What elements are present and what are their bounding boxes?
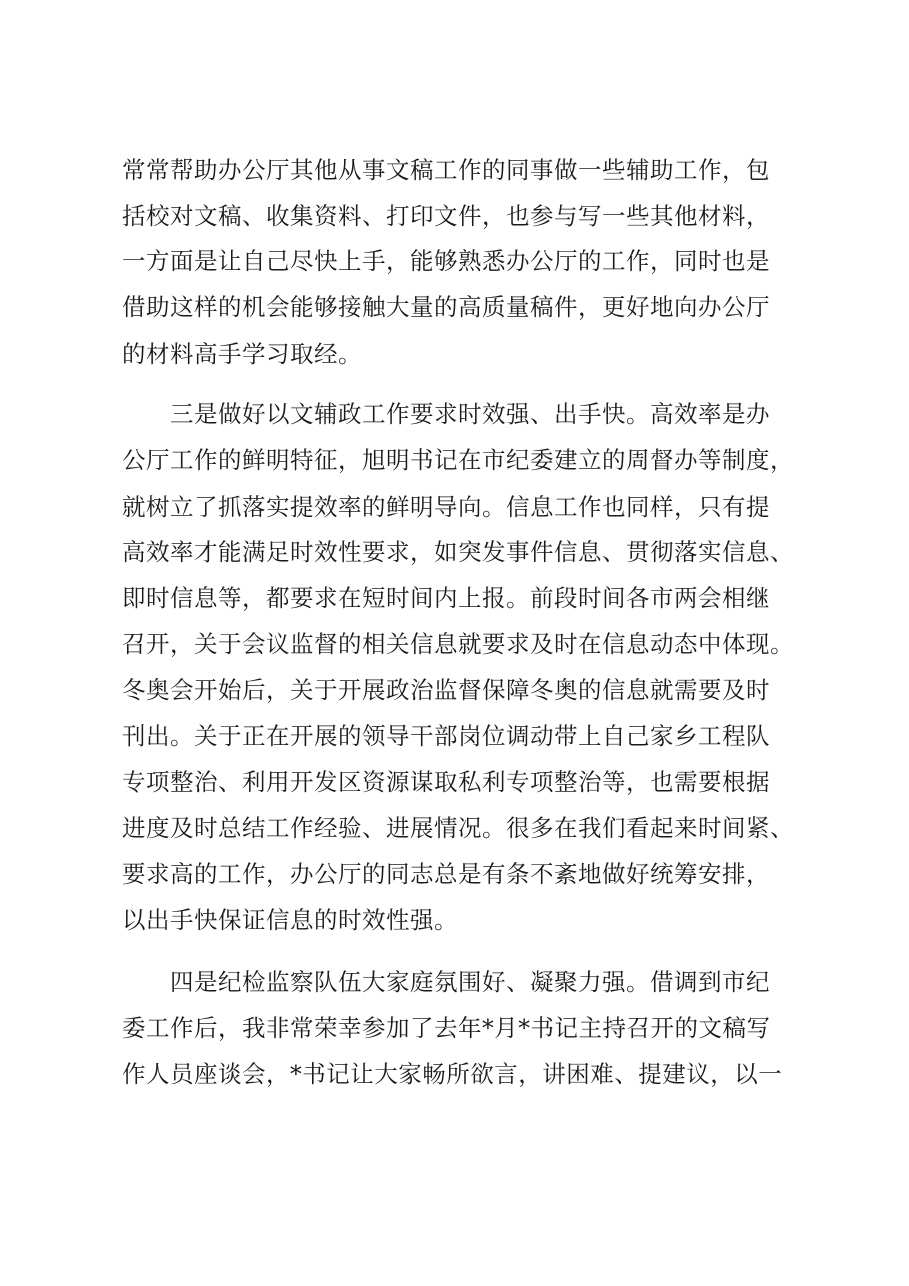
text-line: 要求高的工作，办公厅的同志总是有条不紊地做好统筹安排， bbox=[122, 860, 770, 888]
text-line: 借助这样的机会能够接触大量的高质量稿件，更好地向办公厅 bbox=[122, 293, 770, 321]
text-line: 专项整治、利用开发区资源谋取私利专项整治等，也需要根据 bbox=[122, 768, 770, 796]
text-line: 高效率才能满足时效性要求，如突发事件信息、贯彻落实信息、 bbox=[122, 538, 794, 566]
text-line: 四是纪检监察队伍大家庭氛围好、凝聚力强。借调到市纪 bbox=[170, 968, 770, 996]
text-line: 召开，关于会议监督的相关信息就要求及时在信息动态中体现。 bbox=[122, 630, 794, 658]
text-line: 以出手快保证信息的时效性强。 bbox=[122, 906, 458, 934]
text-line: 冬奥会开始后，关于开展政治监督保障冬奥的信息就需要及时 bbox=[122, 676, 770, 704]
text-line: 三是做好以文辅政工作要求时效强、出手快。高效率是办 bbox=[170, 400, 770, 428]
text-line: 的材料高手学习取经。 bbox=[122, 340, 362, 368]
text-line: 刊出。关于正在开展的领导干部岗位调动带上自己家乡工程队 bbox=[122, 722, 770, 750]
text-line: 常常帮助办公厅其他从事文稿工作的同事做一些辅助工作，包 bbox=[122, 156, 770, 184]
text-line: 委工作后，我非常荣幸参加了去年*月*书记主持召开的文稿写 bbox=[122, 1014, 771, 1042]
text-line: 作人员座谈会，*书记让大家畅所欲言，讲困难、提建议，以一 bbox=[122, 1060, 783, 1088]
text-line: 一方面是让自己尽快上手，能够熟悉办公厅的工作，同时也是 bbox=[122, 247, 770, 275]
text-line: 即时信息等，都要求在短时间内上报。前段时间各市两会相继 bbox=[122, 584, 770, 612]
text-line: 进度及时总结工作经验、进展情况。很多在我们看起来时间紧、 bbox=[122, 814, 794, 842]
text-line: 公厅工作的鲜明特征，旭明书记在市纪委建立的周督办等制度， bbox=[122, 446, 794, 474]
text-line: 就树立了抓落实提效率的鲜明导向。信息工作也同样，只有提 bbox=[122, 493, 770, 521]
text-line: 括校对文稿、收集资料、打印文件，也参与写一些其他材料， bbox=[122, 202, 770, 230]
